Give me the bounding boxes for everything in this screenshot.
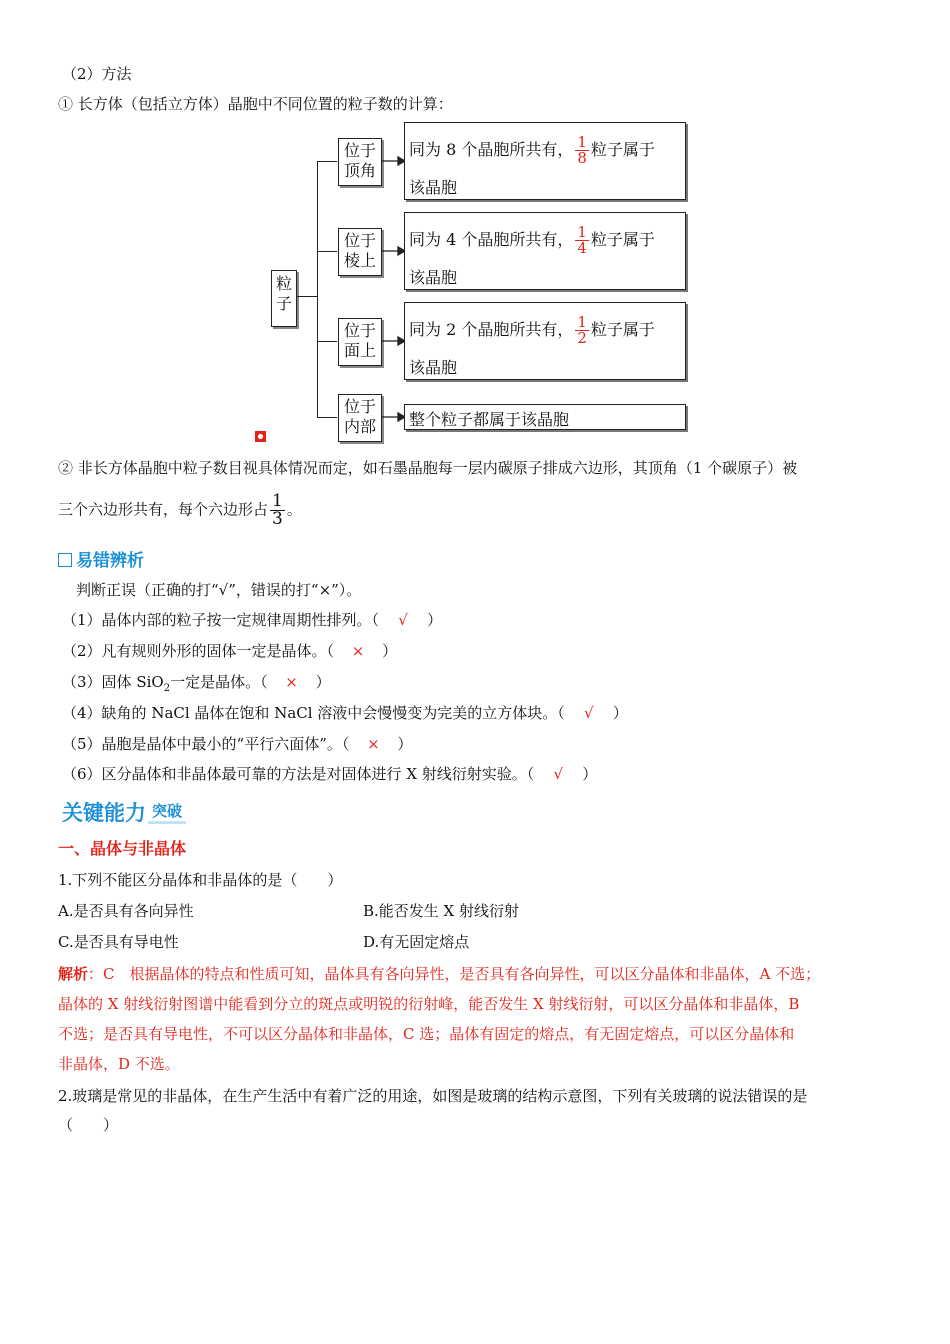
point2-end: 。 [286, 500, 302, 519]
judge-item: （2）凡有规则外形的固体一定是晶体。（ × ） [62, 642, 398, 660]
answer-mark: × [351, 642, 365, 660]
judge-item: （5）晶胞是晶体中最小的“平行六面体”。（ × ） [62, 735, 413, 753]
q1-analysis-line: 不选；是否具有导电性，不可以区分晶体和非晶体，C 选；晶体有固定的熔点，有无固定熔点，可以区分晶体和 [58, 1025, 795, 1043]
point2-line1: ② 非长方体晶胞中粒子数目视具体情况而定，如石墨晶胞每一层内碳原子排成六边形，其顶角（1 个碳原子）被 [58, 459, 798, 477]
position-box-corner [338, 138, 382, 186]
fraction-numerator: 1 [272, 491, 283, 511]
q1-option-a: A.是否具有各向异性 [58, 902, 194, 920]
judge-item: （6）区分晶体和非晶体最可靠的方法是对固体进行 X 射线衍射实验。（ √ ） [62, 765, 598, 783]
position-box-interior [338, 394, 382, 442]
explain-text-line2: 该晶胞 [409, 268, 458, 287]
particle-box [271, 270, 297, 327]
q2-stem: 2.玻璃是常见的非晶体，在生产生活中有着广泛的用途，如图是玻璃的结构示意图，下列有关玻璃的说法错误的是 [58, 1087, 808, 1105]
position-label: 棱上 [343, 251, 376, 270]
explain-box-face [404, 302, 686, 380]
explain-text: 同为 8 个晶胞所共有， [409, 140, 574, 159]
fraction-denominator: 3 [272, 509, 283, 529]
q1-option-d: D.有无固定熔点 [363, 933, 470, 951]
key-ability-header [62, 797, 186, 827]
particle-label-char: 粒 [275, 274, 292, 293]
key-ability-main: 关键能力 [62, 801, 146, 825]
analysis-text: ：C 根据晶体的特点和性质可知，晶体具有各向异性，是否具有各向异性，可以区分晶体和非晶体，A 不选； [88, 965, 821, 983]
answer-mark: √ [398, 611, 408, 629]
fraction-denominator: 8 [577, 149, 587, 167]
judge-item: （3）固体 SiO$_2$一定是晶体。（ × ） [62, 673, 331, 694]
arrows [382, 150, 406, 430]
answer-mark: √ [584, 704, 594, 722]
error-section-title-text: 易错辨析 [76, 551, 144, 571]
particle-label-char: 子 [275, 294, 292, 313]
explain-text: 同为 4 个晶胞所共有， [409, 230, 574, 249]
position-label: 顶角 [343, 161, 376, 180]
q1-option-b: B.能否发生 X 射线衍射 [363, 902, 520, 920]
fraction-numerator: 1 [577, 223, 587, 241]
judge-item: （1）晶体内部的粒子按一定规律周期性排列。（ √ ） [62, 611, 443, 629]
checkbox-icon [58, 553, 72, 567]
q1-analysis-line: 晶体的 X 射线衍射图谱中能看到分立的斑点或明锐的衍射峰，能否发生 X 射线衍射，可以区分晶体和非晶体，B [58, 995, 800, 1013]
answer-mark: √ [553, 765, 564, 783]
position-label: 内部 [343, 417, 376, 436]
point2-text: 三个六边形共有，每个六边形占 [58, 500, 269, 519]
key-ability-sub: 突破 [148, 800, 186, 824]
position-label: 位于 [343, 231, 376, 250]
method-heading: （2）方法 [62, 65, 132, 83]
answer-mark: × [367, 735, 380, 753]
answer-mark: × [285, 673, 298, 691]
explain-text: 粒子属于 [590, 140, 655, 159]
fraction-denominator: 4 [577, 239, 587, 257]
point1-title: ① 长方体（包括立方体）晶胞中不同位置的粒子数的计算： [58, 95, 453, 113]
explain-text-line2: 该晶胞 [409, 178, 458, 197]
judge-item: （4）缺角的 NaCl 晶体在饱和 NaCl 溶液中会慢慢变为完美的立方体块。（ √ ） [62, 704, 628, 722]
section1-title: 一、晶体与非晶体 [58, 839, 187, 858]
explain-text: 整个粒子都属于该晶胞 [409, 410, 570, 429]
explain-box-interior [404, 404, 686, 430]
q1-analysis-line [58, 963, 820, 984]
error-instruction: 判断正误（正确的打“√”，错误的打“×”）。 [76, 581, 362, 599]
q1-option-c: C.是否具有导电性 [58, 933, 179, 951]
fraction-denominator: 2 [577, 329, 587, 347]
explain-box-corner [404, 122, 686, 200]
position-box-face [338, 318, 382, 366]
error-section-title [58, 546, 144, 571]
point2-line2 [58, 493, 302, 528]
position-label: 位于 [343, 141, 376, 160]
analysis-label: 解析 [58, 965, 89, 983]
q1-analysis-line: 非晶体，D 不选。 [58, 1055, 180, 1073]
position-box-edge [338, 228, 382, 276]
q2-blank: （ ） [58, 1116, 119, 1134]
explain-text: 同为 2 个晶胞所共有， [409, 320, 574, 339]
explain-text: 粒子属于 [590, 230, 655, 249]
position-label: 位于 [343, 321, 376, 340]
explain-box-edge [404, 212, 686, 290]
position-label: 面上 [343, 341, 376, 360]
red-marker-icon [255, 431, 266, 442]
position-label: 位于 [343, 397, 376, 416]
explain-text-line2: 该晶胞 [409, 358, 458, 377]
fraction-numerator: 1 [577, 133, 587, 151]
fraction-numerator: 1 [577, 313, 587, 331]
q1-stem: 1.下列不能区分晶体和非晶体的是（ ） [58, 871, 343, 889]
explain-text: 粒子属于 [590, 320, 655, 339]
